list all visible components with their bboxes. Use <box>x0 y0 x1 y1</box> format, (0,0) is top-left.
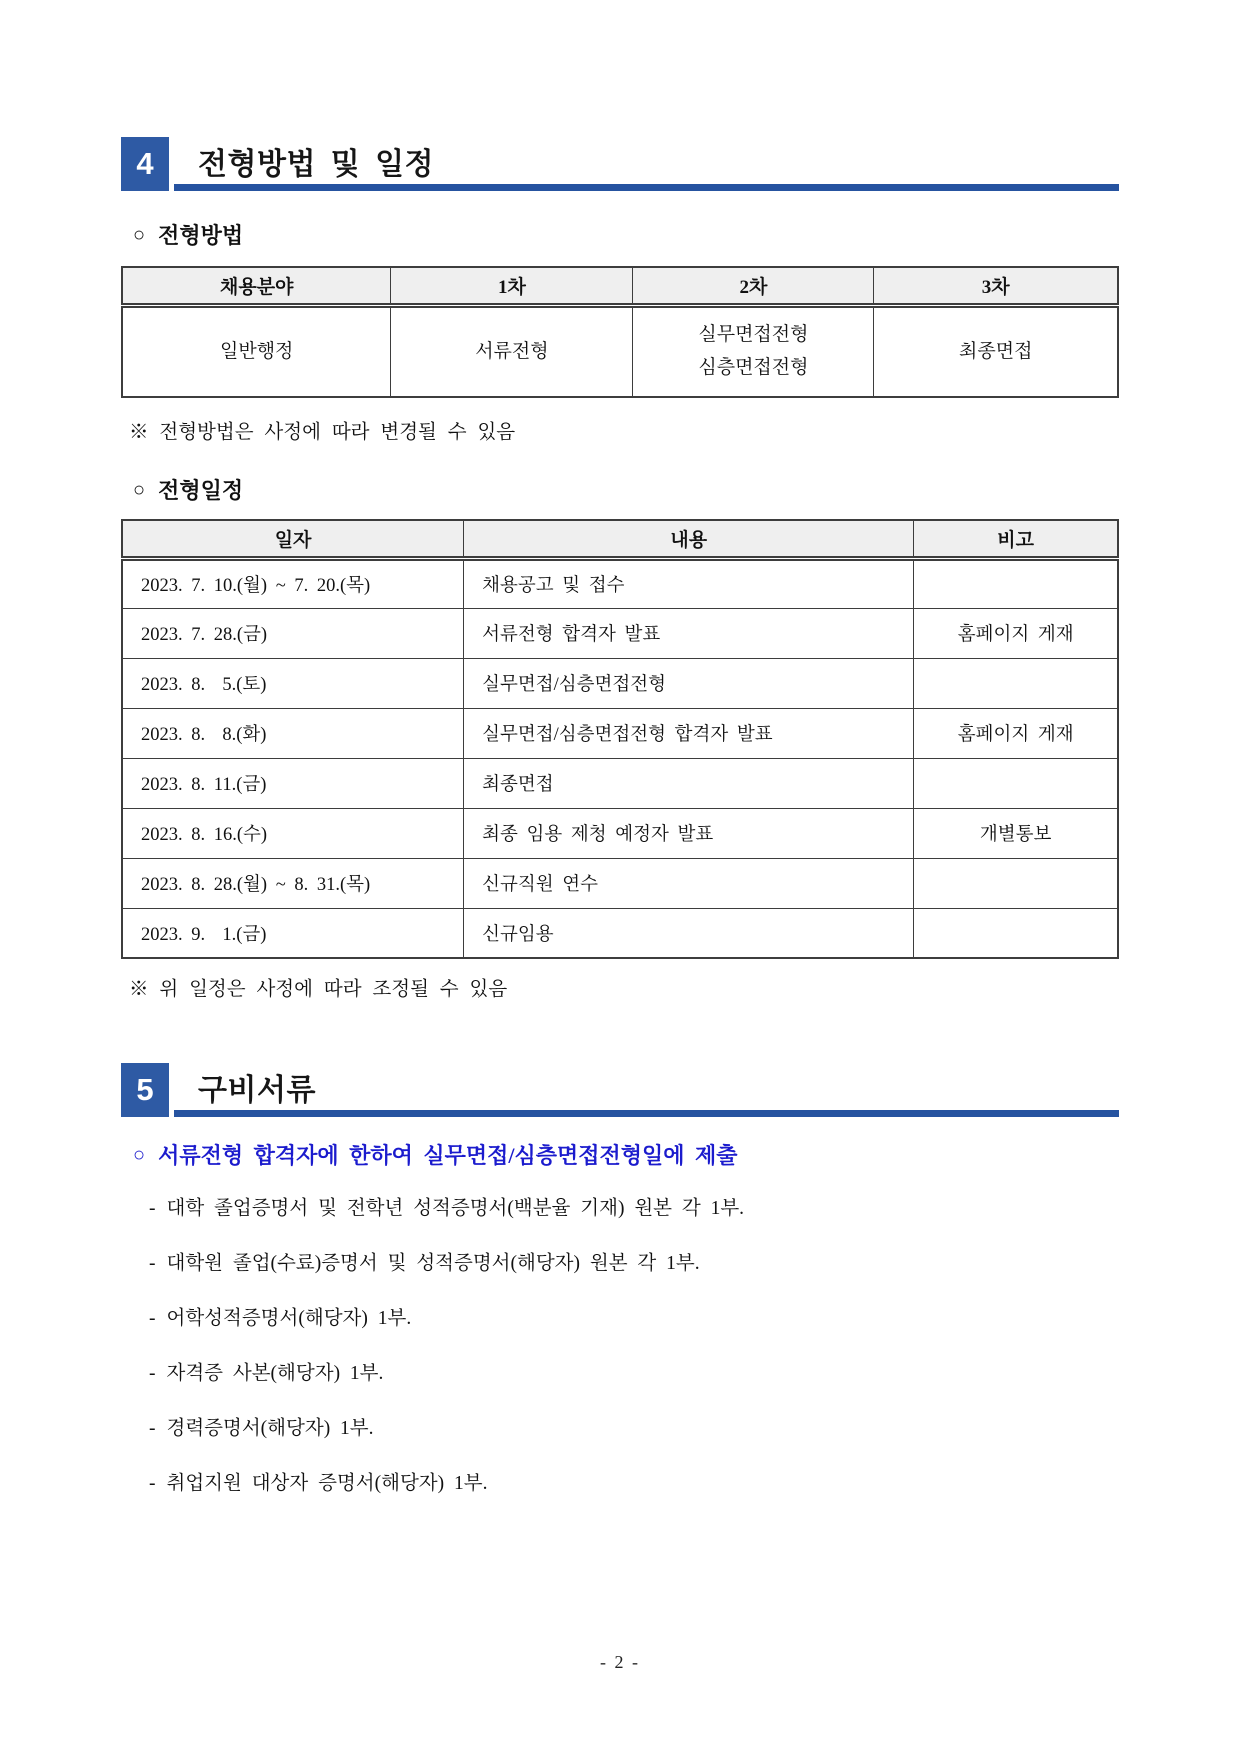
schedule-content: 최종 임용 제청 예정자 발표 <box>464 808 914 858</box>
schedule-content: 채용공고 및 접수 <box>464 558 914 608</box>
round2-line2: 심층면접전형 <box>698 356 809 378</box>
circle-bullet-icon: ○ <box>133 479 146 501</box>
schedule-heading <box>121 476 1119 505</box>
schedule-date: 2023. 7. 28.(금) <box>122 608 464 658</box>
list-item-text: 대학 졸업증명서 및 전학년 성적증명서(백분율 기재) 원본 각 1부. <box>166 1198 745 1219</box>
section-5-rule <box>174 1063 1119 1117</box>
section-4-number-badge: 4 <box>121 137 169 191</box>
schedule-content: 신규직원 연수 <box>464 858 914 908</box>
method-col-round3: 3차 <box>874 267 1118 305</box>
circle-bullet-icon: ○ <box>133 1144 146 1166</box>
dash-bullet: - <box>149 1418 156 1439</box>
schedule-remark <box>914 658 1118 708</box>
schedule-date: 2023. 8. 16.(수) <box>122 808 464 858</box>
required-documents-list <box>121 1196 1119 1497</box>
method-note: ※ 전형방법은 사정에 따라 변경될 수 있음 <box>129 422 516 443</box>
schedule-remark <box>914 558 1118 608</box>
schedule-content: 실무면접/심층면접전형 합격자 발표 <box>464 708 914 758</box>
table-row <box>122 658 1118 708</box>
table-header-row <box>122 520 1118 558</box>
list-item-text: 대학원 졸업(수료)증명서 및 성적증명서(해당자) 원본 각 1부. <box>166 1253 700 1274</box>
schedule-table <box>121 519 1119 959</box>
method-cell-round1: 서류전형 <box>391 305 633 397</box>
list-item-text: 경력증명서(해당자) 1부. <box>166 1418 374 1439</box>
schedule-heading-label: 전형일정 <box>158 478 244 503</box>
dash-bullet: - <box>149 1308 156 1329</box>
schedule-remark: 개별통보 <box>914 808 1118 858</box>
schedule-content: 신규임용 <box>464 908 914 958</box>
section-4-title: 전형방법 및 일정 <box>198 147 435 181</box>
list-item <box>121 1251 1119 1277</box>
list-item <box>121 1306 1119 1332</box>
schedule-date: 2023. 7. 10.(월) ~ 7. 20.(목) <box>122 558 464 608</box>
schedule-remark <box>914 908 1118 958</box>
schedule-content: 최종면접 <box>464 758 914 808</box>
schedule-remark: 홈페이지 게재 <box>914 608 1118 658</box>
documents-subtitle <box>121 1141 1119 1170</box>
dash-bullet: - <box>149 1363 156 1384</box>
round2-line1: 실무면접전형 <box>698 324 809 346</box>
schedule-date: 2023. 8. 8.(화) <box>122 708 464 758</box>
method-table <box>121 266 1119 398</box>
table-row <box>122 305 1118 397</box>
list-item <box>121 1361 1119 1387</box>
schedule-date: 2023. 8. 28.(월) ~ 8. 31.(목) <box>122 858 464 908</box>
section-4-header <box>121 137 1119 191</box>
list-item <box>121 1416 1119 1442</box>
schedule-col-remark: 비고 <box>914 520 1118 558</box>
table-row <box>122 708 1118 758</box>
schedule-date: 2023. 9. 1.(금) <box>122 908 464 958</box>
method-col-round2: 2차 <box>633 267 874 305</box>
list-item-text: 어학성적증명서(해당자) 1부. <box>166 1308 412 1329</box>
table-header-row <box>122 267 1118 305</box>
page-number: - 2 - <box>600 1652 640 1672</box>
schedule-remark <box>914 758 1118 808</box>
schedule-col-date: 일자 <box>122 520 464 558</box>
list-item-text: 자격증 사본(해당자) 1부. <box>166 1363 384 1384</box>
dash-bullet: - <box>149 1253 156 1274</box>
schedule-col-content: 내용 <box>464 520 914 558</box>
method-cell-round3: 최종면접 <box>874 305 1118 397</box>
method-heading <box>121 221 1119 250</box>
table-row <box>122 808 1118 858</box>
method-cell-category: 일반행정 <box>122 305 391 397</box>
table-row <box>122 558 1118 608</box>
schedule-content: 실무면접/심층면접전형 <box>464 658 914 708</box>
method-cell-round2 <box>633 305 874 397</box>
list-item <box>121 1471 1119 1497</box>
schedule-remark <box>914 858 1118 908</box>
section-4-rule <box>174 137 1119 191</box>
schedule-date: 2023. 8. 11.(금) <box>122 758 464 808</box>
section-5-number-badge: 5 <box>121 1063 169 1117</box>
section-5-title: 구비서류 <box>198 1073 316 1107</box>
method-heading-label: 전형방법 <box>158 223 244 248</box>
schedule-date: 2023. 8. 5.(토) <box>122 658 464 708</box>
schedule-note: ※ 위 일정은 사정에 따라 조정될 수 있음 <box>129 979 508 1000</box>
dash-bullet: - <box>149 1198 156 1219</box>
document-page <box>121 0 1119 1526</box>
section-5-header <box>121 1063 1119 1117</box>
table-row <box>122 758 1118 808</box>
schedule-content: 서류전형 합격자 발표 <box>464 608 914 658</box>
table-row <box>122 608 1118 658</box>
documents-subtitle-text: 서류전형 합격자에 한하여 실무면접/심층면접전형일에 제출 <box>158 1143 738 1168</box>
table-row <box>122 908 1118 958</box>
circle-bullet-icon: ○ <box>133 224 146 246</box>
method-col-category: 채용분야 <box>122 267 391 305</box>
schedule-remark: 홈페이지 게재 <box>914 708 1118 758</box>
dash-bullet: - <box>149 1473 156 1494</box>
list-item-text: 취업지원 대상자 증명서(해당자) 1부. <box>166 1473 488 1494</box>
method-col-round1: 1차 <box>391 267 633 305</box>
table-row <box>122 858 1118 908</box>
list-item <box>121 1196 1119 1222</box>
